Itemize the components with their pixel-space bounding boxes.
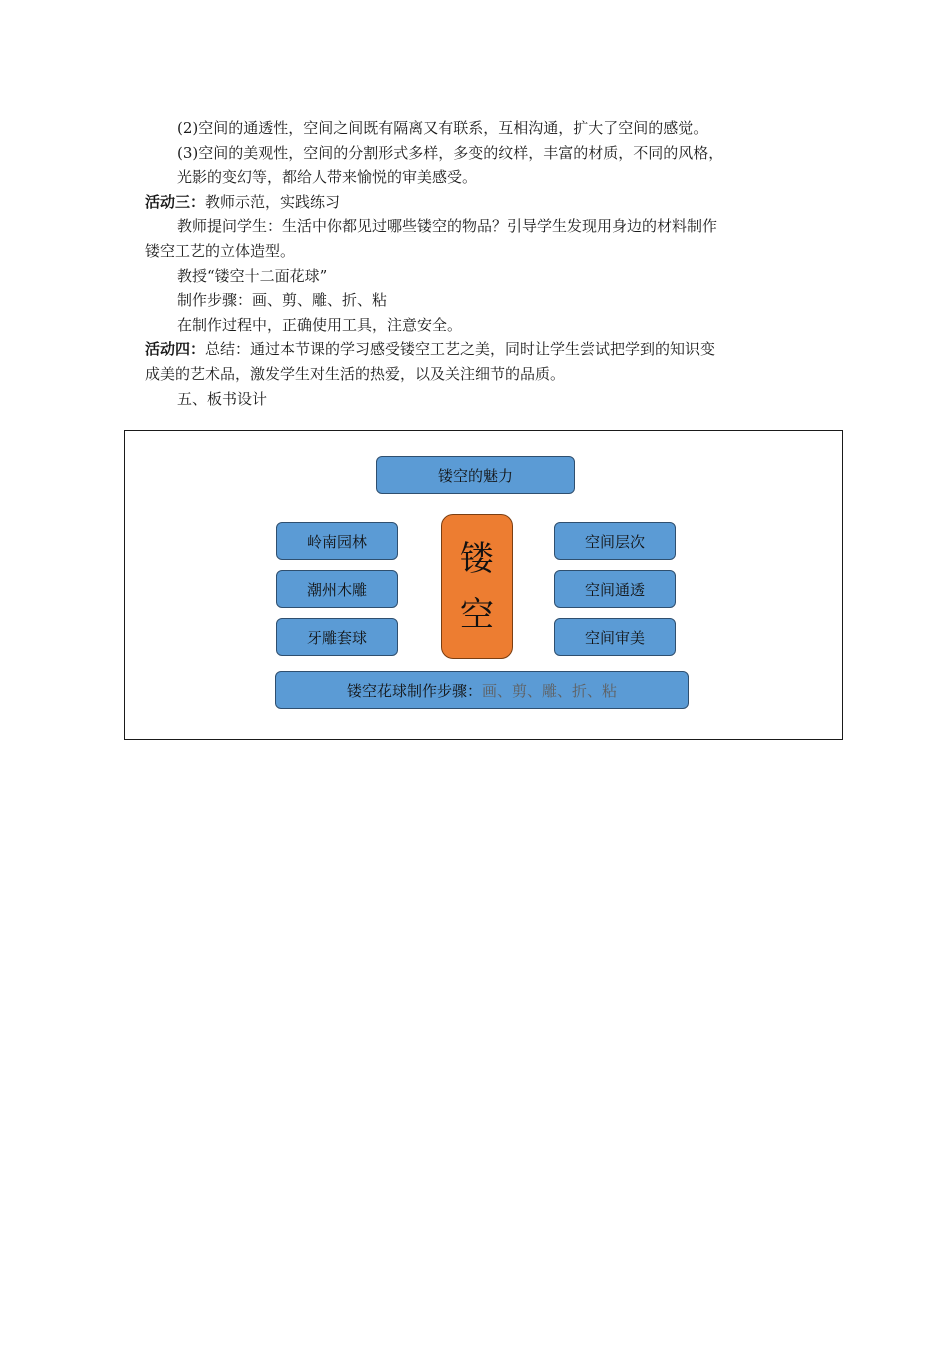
left-item-chaozhou-woodcarving: 潮州木雕: [276, 570, 398, 608]
paragraph-space-beauty-line2: 光影的变幻等，都给人带来愉悦的审美感受。: [177, 168, 478, 187]
right-item-space-aesthetics: 空间审美: [554, 618, 676, 656]
activity-three-heading: 活动三：: [145, 192, 206, 211]
activity-four-line2: 成美的艺术品，激发学生对生活的热爱，以及关注细节的品质。: [145, 364, 566, 383]
paragraph-safety: 在制作过程中，正确使用工具，注意安全。: [177, 315, 463, 334]
paragraph-space-beauty-line1: (3)空间的美观性，空间的分割形式多样，多变的纹样，丰富的材质，不同的风格，: [177, 143, 724, 162]
document-body: [145, 116, 815, 411]
paragraph-teacher-question: [145, 214, 815, 263]
board-title-box: 镂空的魅力: [376, 456, 575, 494]
paragraph-space-beauty: [145, 141, 815, 190]
paragraph-teach-ball: 教授“镂空十二面花球”: [177, 266, 328, 285]
left-item-lingnan-garden: 岭南园林: [276, 522, 398, 560]
activity-four-line1: [145, 337, 815, 362]
activity-four-body-1: 总结：通过本节课的学习感受镂空工艺之美，同时让学生尝试把学到的知识变: [205, 340, 716, 359]
section-board-design: 五、板书设计: [177, 389, 268, 408]
right-item-space-transparency: 空间通透: [554, 570, 676, 608]
activity-four-heading: 活动四：: [145, 340, 206, 359]
paragraph-teacher-question-line2: 镂空工艺的立体造型。: [145, 241, 296, 260]
bottom-steps-box: [275, 671, 689, 709]
center-char-2: 空: [460, 594, 494, 635]
bottom-steps-list: 画、剪、雕、折、粘: [482, 681, 618, 700]
activity-four: [145, 337, 815, 386]
paragraph-steps: 制作步骤：画、剪、雕、折、粘: [177, 291, 388, 310]
bottom-steps-label: 镂空花球制作步骤：: [346, 681, 482, 700]
paragraph-space-transparency: (2)空间的通透性，空间之间既有隔离又有联系，互相沟通，扩大了空间的感觉。: [177, 119, 709, 137]
center-keyword-box: [441, 514, 513, 659]
paragraph-teacher-question-line1: 教师提问学生：生活中你都见过哪些镂空的物品？引导学生发现用身边的材料制作: [177, 217, 718, 236]
left-item-ivory-ball: 牙雕套球: [276, 618, 398, 656]
activity-three: [145, 190, 815, 215]
activity-three-body: 教师示范，实践练习: [205, 192, 341, 211]
blackboard-design-frame: [124, 430, 843, 740]
right-item-space-layers: 空间层次: [554, 522, 676, 560]
center-char-1: 镂: [460, 538, 494, 579]
